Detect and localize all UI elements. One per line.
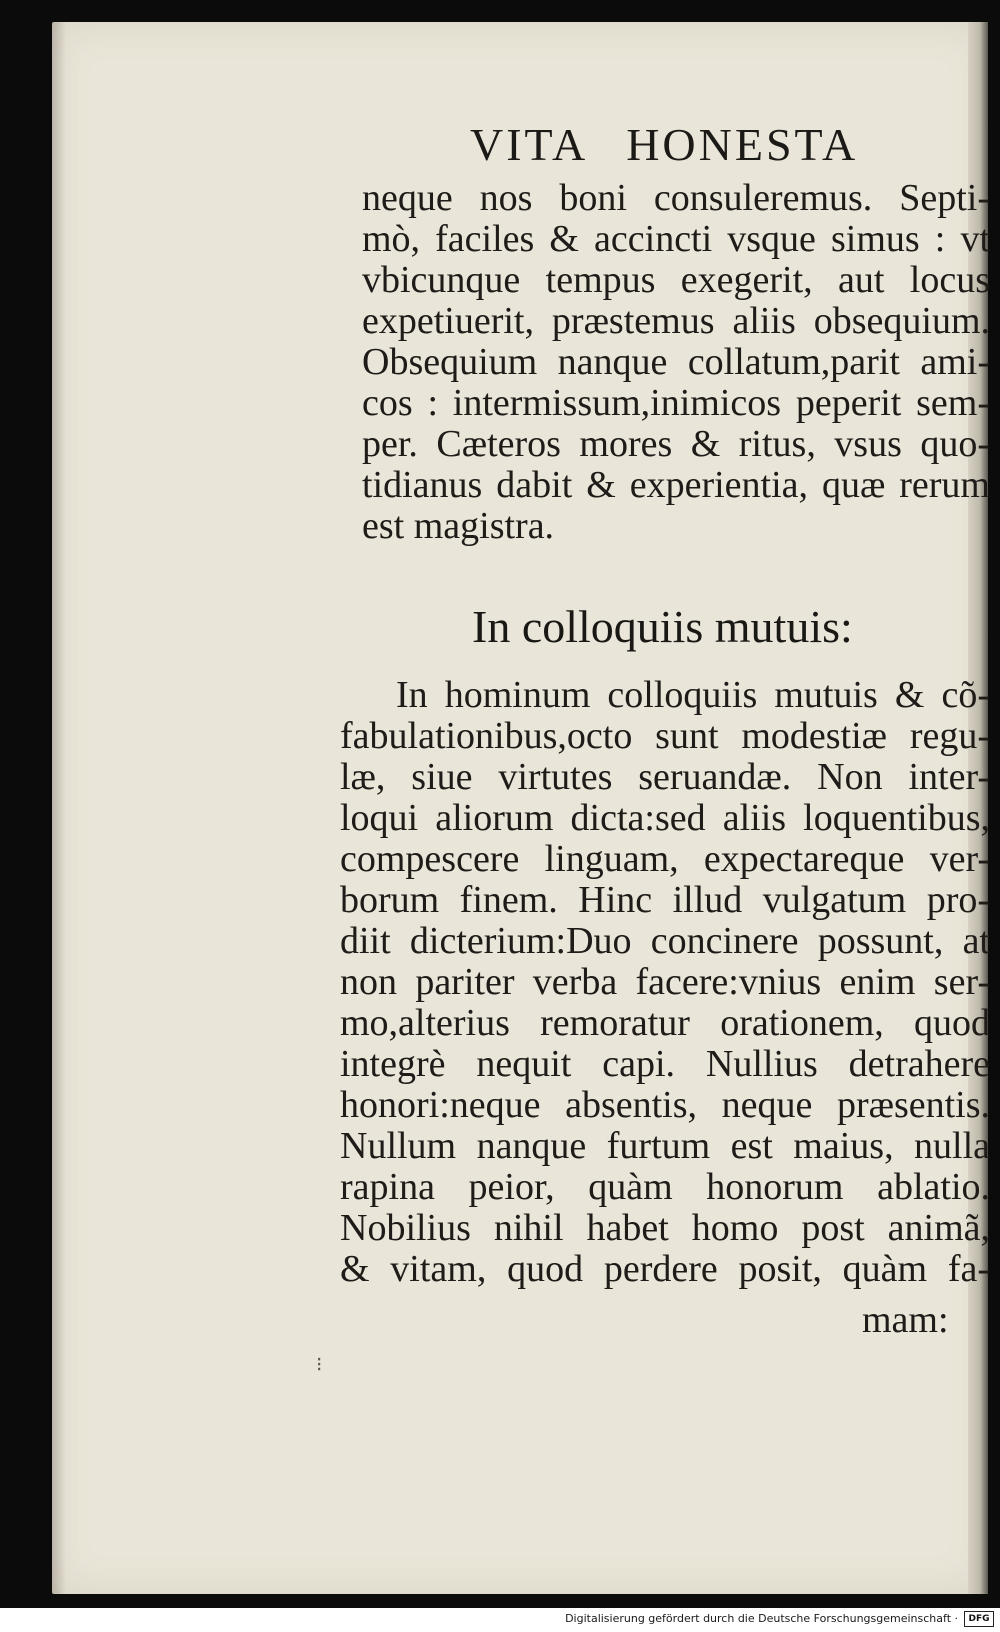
text-line: fabulationibus,octo sunt modestiæ regu- — [340, 715, 990, 757]
text-line: læ, siue virtutes seruandæ. Non inter- — [340, 756, 990, 798]
body-text-block-2 — [340, 675, 990, 1290]
text-line: borum finem. Hinc illud vulgatum pro- — [340, 879, 990, 921]
text-line: mo,alterius remoratur orationem, quod — [340, 1002, 990, 1044]
text-line: cos : intermissum,inimicos peperit sem- — [362, 382, 990, 424]
text-line: In hominum colloquiis mutuis & cõ- — [396, 674, 990, 716]
dfg-logo-icon[interactable]: DFG — [964, 1611, 994, 1627]
text-line: & vitam, quod perdere posit, quàm fa- — [340, 1248, 990, 1290]
text-line: honori:neque absentis, neque præsentis. — [340, 1084, 990, 1126]
text-line: tidianus dabit & experientia, quæ rerum — [362, 464, 990, 506]
text-line: Nobilius nihil habet homo post animã, — [340, 1207, 990, 1249]
running-head — [470, 118, 900, 171]
footer-credit: Digitalisierung gefördert durch die Deutsche Forschungsgemeinschaft · — [565, 1612, 958, 1625]
text-line: non pariter verba facere:vnius enim ser- — [340, 961, 990, 1003]
footer-bar — [0, 1608, 1000, 1632]
text-line: vbicunque tempus exegerit, aut locus — [362, 259, 990, 301]
text-line: rapina peior, quàm honorum ablatio. — [340, 1166, 990, 1208]
text-line: compescere linguam, expectareque ver- — [340, 838, 990, 880]
text-line: loqui aliorum dicta:sed aliis loquentibus, — [340, 797, 990, 839]
text-line: mò, faciles & accincti vsque simus : vt — [362, 218, 990, 260]
text-line: Nullum nanque furtum est maius, nulla — [340, 1125, 990, 1167]
text-line: est magistra. — [362, 505, 555, 547]
body-text-block-1 — [362, 178, 990, 547]
catchword: mam: — [862, 1299, 949, 1341]
text-line: per. Cæteros mores & ritus, vsus quo- — [362, 423, 990, 465]
text-line: expetiuerit, præstemus aliis obsequium. — [362, 300, 990, 342]
text-line: Obsequium nanque collatum,parit ami- — [362, 341, 990, 383]
text-line: neque nos boni consuleremus. Septi- — [362, 177, 990, 219]
text-line: diit dicterium:Duo concinere possunt, at — [340, 920, 990, 962]
running-head-word: VITA — [470, 119, 589, 170]
printer-mark-icon: ⁝ — [316, 1352, 323, 1376]
section-heading: In colloquiis mutuis: — [472, 601, 853, 652]
text-line: integrè nequit capi. Nullius detrahere — [340, 1043, 990, 1085]
running-head-word: HONESTA — [626, 119, 859, 170]
gutter-shadow — [52, 22, 66, 1594]
